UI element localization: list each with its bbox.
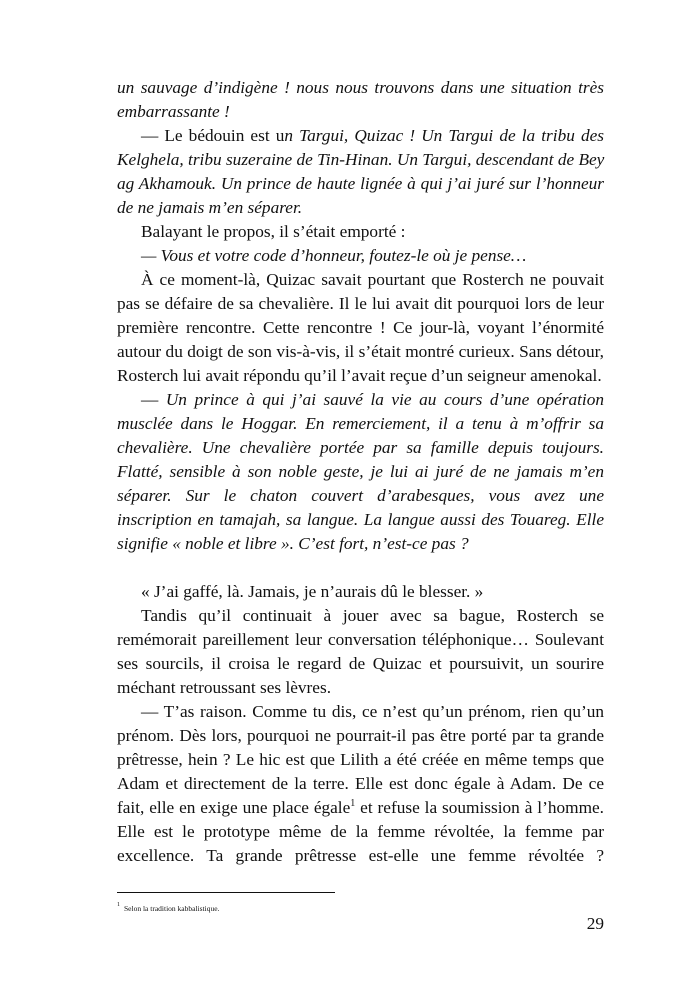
text-run: ag Akhamouk. Un prince de haute lignée à qui j’ai juré sur l’honneur — [117, 174, 604, 193]
text-run: Balayant le propos, il s’était emporté : — [141, 222, 406, 241]
footnote-separator — [117, 892, 335, 893]
text-run: — T’as raison. Comme tu dis, ce n’est qu’un prénom, rien qu’un — [141, 702, 604, 721]
text-line — [117, 196, 604, 220]
blank-line — [117, 556, 604, 580]
text-run: pas se défaire de sa chevalière. Il le lui avait dit pourquoi lors de leur — [117, 294, 604, 313]
text-line — [117, 460, 604, 484]
text-run: ses sourcils, il croisa le regard de Quizac et poursuivit, un sourire — [117, 654, 604, 673]
text-line — [117, 820, 604, 844]
text-run: séparer. Sur le chaton couvert d’arabesques, vous avez une — [117, 486, 604, 505]
text-run: Adam et directement de la terre. Elle est donc égale à Adam. De ce — [117, 774, 604, 793]
footnote — [117, 901, 220, 913]
text-line — [117, 124, 604, 148]
text-run: Flatté, sensible à son noble geste, je lui ai juré de ne jamais m’en — [117, 462, 604, 481]
text-run: méchant retroussant ses lèvres. — [117, 678, 332, 697]
text-line — [117, 772, 604, 796]
footnote-reference: 1 — [350, 798, 356, 810]
text-line — [117, 844, 604, 868]
footnote-text: Selon la tradition kabbalistique. — [124, 904, 220, 913]
text-line — [117, 436, 604, 460]
text-line — [117, 676, 604, 700]
text-run: Un prince à qui j’ai sauvé la vie au cours d’une opération — [165, 390, 604, 409]
text-line — [117, 724, 604, 748]
text-line — [117, 604, 604, 628]
text-run: Tandis qu’il continuait à jouer avec sa bague, Rosterch se — [141, 606, 604, 625]
text-run: première rencontre. Cette rencontre ! Ce jour-là, voyant l’énormité — [117, 318, 604, 337]
text-line — [117, 700, 604, 724]
text-line — [117, 172, 604, 196]
text-run: — Le bédouin est u — [141, 126, 285, 145]
text-line — [117, 220, 604, 244]
text-line — [117, 508, 604, 532]
text-line — [117, 244, 604, 268]
text-line — [117, 316, 604, 340]
text-run: prêtresse, hein ? Le hic est que Lilith a été créée en même temps que — [117, 750, 604, 769]
text-run: autour du doigt de son vis-à-vis, il s’était montré curieux. Sans détour, — [117, 342, 604, 361]
text-line — [117, 628, 604, 652]
text-line — [117, 148, 604, 172]
text-line — [117, 748, 604, 772]
text-line — [117, 580, 604, 604]
text-run: — — [141, 390, 166, 409]
text-run: n Targui, Quizac ! Un Targui de la tribu des — [284, 126, 604, 145]
text-run: excellence. Ta grande prêtresse est-elle une femme révoltée ? — [117, 846, 604, 865]
text-line — [117, 364, 604, 388]
page-number: 29 — [586, 914, 604, 933]
text-line — [117, 652, 604, 676]
text-run: remémorait pareillement leur conversation téléphonique… Soulevant — [117, 630, 604, 649]
text-run: Rosterch lui avait répondu qu’il l’avait reçue d’un seigneur amenokal. — [117, 366, 602, 385]
text-run: embarrassante ! — [117, 102, 230, 121]
body-text — [117, 76, 604, 868]
text-run: inscription en tamajah, sa langue. La langue aussi des Touareg. Elle — [117, 510, 604, 529]
text-run: fait, elle en exige une place égale — [117, 798, 351, 817]
text-run: de ne jamais m’en séparer. — [117, 198, 303, 217]
text-run: À ce moment-là, Quizac savait pourtant que Rosterch ne pouvait — [141, 270, 604, 289]
text-run: chevalière. Une chevalière portée par sa famille depuis toujours. — [117, 438, 604, 457]
text-line — [117, 412, 604, 436]
footnote-marker: 1 — [117, 901, 120, 908]
text-run: Elle est le prototype même de la femme révoltée, la femme par — [117, 822, 604, 841]
text-line — [117, 796, 604, 820]
text-line — [117, 388, 604, 412]
text-run: signifie « noble et libre ». C’est fort, n’est-ce pas ? — [117, 534, 469, 553]
text-line — [117, 76, 604, 100]
text-run: et refuse la soumission à l’homme. — [355, 798, 604, 817]
text-line — [117, 340, 604, 364]
text-line — [117, 292, 604, 316]
text-run: — Vous et votre code d’honneur, foutez-le où je pense… — [141, 246, 527, 265]
text-line — [117, 268, 604, 292]
text-run: Kelghela, tribu suzeraine de Tin-Hinan. Un Targui, descendant de Bey — [117, 150, 605, 169]
text-line — [117, 100, 604, 124]
text-line — [117, 484, 604, 508]
text-run: prénom. Dès lors, pourquoi ne pourrait-il pas être porté par ta grande — [117, 726, 604, 745]
text-run: « J’ai gaffé, là. Jamais, je n’aurais dû le blesser. » — [141, 582, 484, 601]
text-run: un sauvage d’indigène ! nous nous trouvons dans une situation très — [117, 78, 604, 97]
text-run: musclée dans le Hoggar. En remerciement, il a tenu à m’offrir sa — [117, 414, 604, 433]
text-line — [117, 532, 604, 556]
